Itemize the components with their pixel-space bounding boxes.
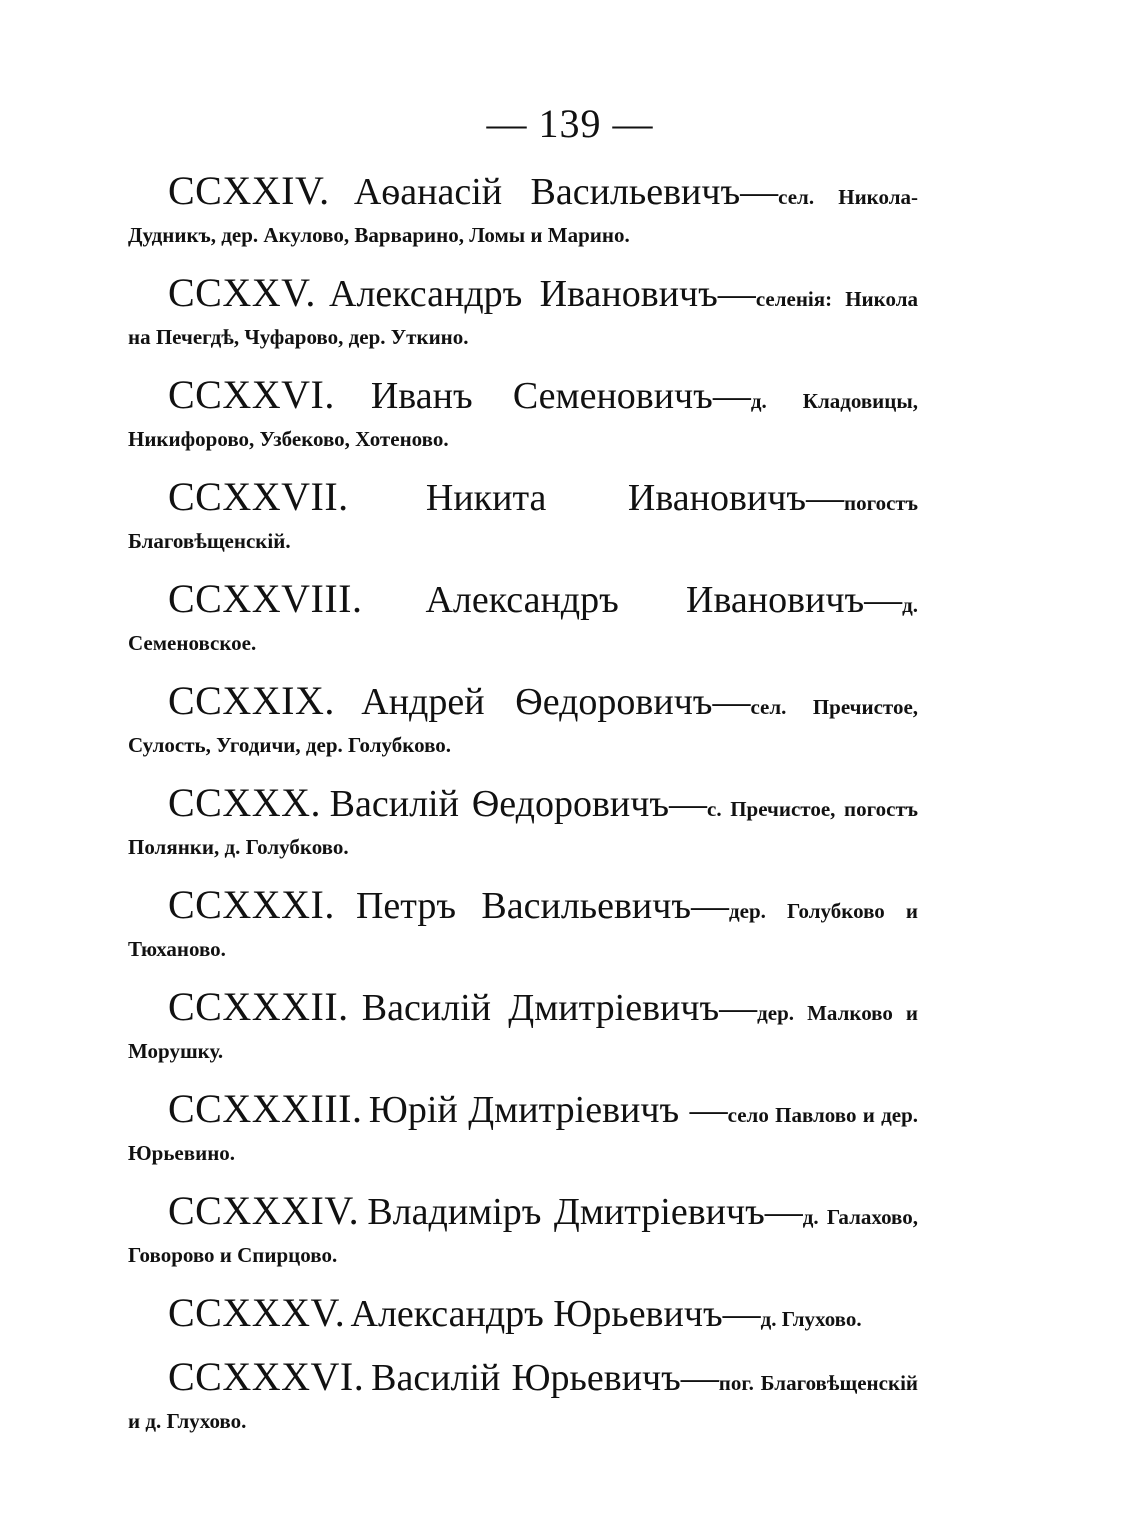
list-item bbox=[128, 474, 918, 560]
entry-places: дер. Малково и Морушку. bbox=[128, 1001, 919, 1063]
entry-name: Владиміръ Дмитріевичъ— bbox=[367, 1191, 803, 1233]
entry-places: сел. Пречистое, Сулость, Угодичи, дер. Голубково. bbox=[128, 695, 919, 757]
page-number: — 139 — bbox=[486, 101, 654, 146]
list-item bbox=[128, 1086, 918, 1172]
entry-numeral: CCXXXI. bbox=[168, 882, 335, 927]
entry-numeral: CCXXXIV. bbox=[168, 1188, 360, 1233]
entry-places: д. Кладовицы, Никифорово, Узбеково, Хотеново. bbox=[128, 389, 919, 451]
list-item bbox=[128, 678, 919, 764]
entry-places: д. Глухово. bbox=[760, 1307, 862, 1331]
entry-numeral: CCXXV. bbox=[168, 270, 316, 315]
entry-name: Александръ Юрьевичъ— bbox=[350, 1293, 761, 1335]
entry-name: Александръ Ивановичъ— bbox=[425, 579, 903, 621]
list-item bbox=[128, 1188, 918, 1274]
entry-numeral: CCXXVII. bbox=[168, 474, 349, 519]
list-item bbox=[128, 882, 919, 968]
entries-list bbox=[128, 168, 919, 1460]
entry-places: пог. Благовѣщенскій и д. Глухово. bbox=[128, 1371, 919, 1433]
entry-places: село Павлово и дер. Юрьевино. bbox=[128, 1103, 918, 1165]
list-item bbox=[128, 270, 918, 356]
list-item bbox=[128, 372, 919, 458]
entry-name: Иванъ Семеновичъ— bbox=[370, 375, 751, 417]
list-item bbox=[128, 1290, 918, 1338]
entry-places: дер. Голубково и Тюханово. bbox=[128, 899, 919, 961]
entry-places: селенія: Никола на Печегдѣ, Чуфарово, дер. Уткино. bbox=[128, 287, 918, 349]
entry-name: Петръ Васильевичъ— bbox=[355, 885, 730, 927]
entry-numeral: CCXXXV. bbox=[168, 1290, 346, 1335]
entry-numeral: CCXXIX. bbox=[168, 678, 335, 723]
list-item bbox=[128, 984, 919, 1070]
entry-name: Александръ Ивановичъ— bbox=[329, 273, 756, 315]
entry-name: Аѳанасій Васильевичъ— bbox=[353, 171, 779, 213]
entry-numeral: CCXXX. bbox=[168, 780, 322, 825]
entry-name: Василій Дмитріевичъ— bbox=[361, 987, 758, 1029]
entry-name: Никита Ивановичъ— bbox=[425, 477, 844, 519]
entry-numeral: CCXXXII. bbox=[168, 984, 349, 1029]
entry-numeral: CCXXIV. bbox=[168, 168, 330, 213]
entry-name: Юрій Дмитріевичъ — bbox=[368, 1089, 728, 1131]
entry-places: д. Галахово, Говорово и Спирцово. bbox=[128, 1205, 918, 1267]
entry-numeral: CCXXXVI. bbox=[168, 1354, 365, 1399]
list-item bbox=[128, 1354, 919, 1440]
entry-name: Андрей Ѳедоровичъ— bbox=[361, 681, 751, 723]
entry-numeral: CCXXXIII. bbox=[168, 1086, 363, 1131]
entry-places: д. Семеновское. bbox=[128, 593, 918, 655]
entry-name: Василій Ѳедоровичъ— bbox=[329, 783, 708, 825]
entry-places: сел. Никола-Дудникъ, дер. Акулово, Варварино, Ломы и Марино. bbox=[128, 185, 919, 247]
list-item bbox=[128, 576, 918, 662]
entry-places: с. Пречистое, погостъ Полянки, д. Голубково. bbox=[128, 797, 919, 859]
entry-numeral: CCXXVIII. bbox=[168, 576, 363, 621]
entry-name: Василій Юрьевичъ— bbox=[371, 1357, 719, 1399]
entry-numeral: CCXXVI. bbox=[168, 372, 335, 417]
list-item bbox=[128, 780, 919, 866]
list-item bbox=[128, 168, 919, 254]
entry-places: погостъ Благовѣщенскій. bbox=[128, 491, 918, 553]
